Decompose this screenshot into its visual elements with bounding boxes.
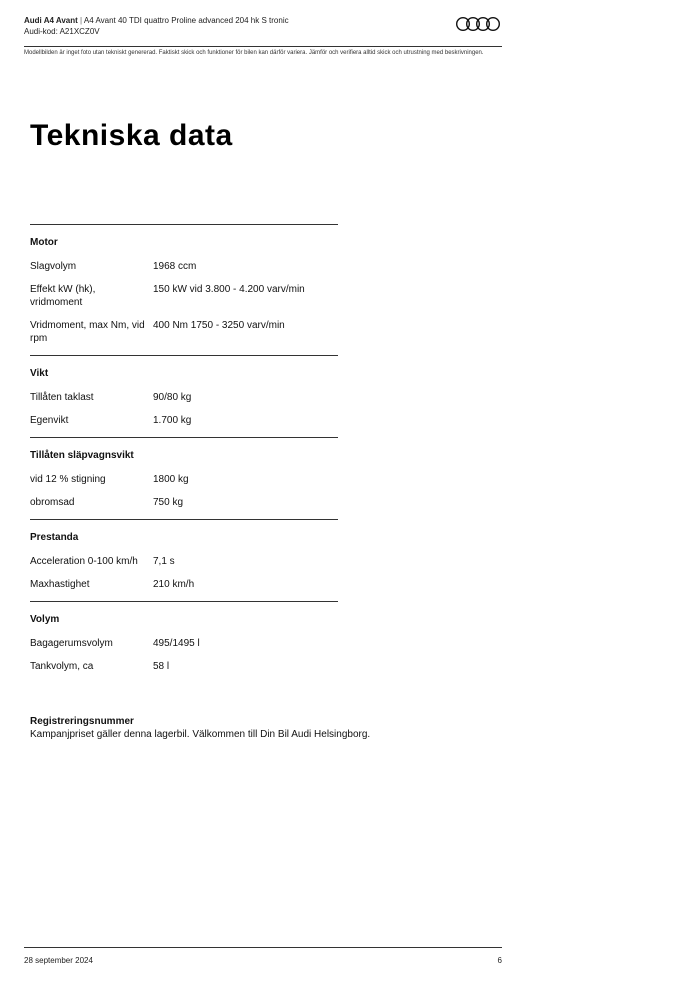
spec-value: 1800 kg — [153, 474, 189, 485]
spec-value: 495/1495 l — [153, 638, 200, 649]
spec-row — [30, 660, 338, 683]
section-title: Tillåten släpvagnsvikt — [30, 450, 134, 461]
spec-label: Vridmoment, max Nm, vid rpm — [30, 320, 145, 344]
footer-date: 28 september 2024 — [24, 956, 93, 965]
registration-title: Registreringsnummer — [30, 716, 134, 727]
spec-value: 210 km/h — [153, 579, 195, 590]
page-footer — [24, 947, 502, 966]
spec-label: Effekt kW (hk), vridmoment — [30, 284, 96, 308]
spec-value: 90/80 kg — [153, 392, 192, 403]
spec-row — [30, 391, 338, 414]
spec-section — [30, 437, 338, 519]
spec-value: 750 kg — [153, 497, 184, 508]
spec-section — [30, 224, 338, 355]
page-title: Tekniska data — [30, 119, 233, 152]
spec-row — [30, 578, 338, 601]
spec-label: vid 12 % stigning — [30, 474, 106, 485]
spec-table — [30, 224, 338, 683]
section-title: Vikt — [30, 368, 49, 379]
spec-row — [30, 555, 338, 578]
spec-row — [30, 283, 338, 319]
spec-section — [30, 601, 338, 683]
registration-text: Kampanjpriset gäller denna lagerbil. Välkommen till Din Bil Audi Helsingborg. — [30, 729, 371, 740]
spec-value: 58 l — [153, 661, 170, 672]
header-separator: | — [77, 16, 84, 25]
spec-row — [30, 414, 338, 437]
model-variant: A4 Avant 40 TDI quattro Proline advanced 204 hk S tronic — [83, 16, 289, 25]
section-title: Motor — [30, 237, 58, 248]
spec-row — [30, 637, 338, 660]
disclaimer-text: Modellbilden är inget foto utan tekniskt genererad. Faktiskt skick och funktioner för bilen kan därför variera. Jämför och verifiera alltid skick och utrustning med beskrivningen. — [24, 50, 484, 56]
audi-rings-icon — [455, 16, 501, 32]
spec-label: Slagvolym — [30, 261, 77, 272]
spec-label: Acceleration 0-100 km/h — [30, 556, 138, 567]
header-model-line — [24, 15, 502, 26]
section-title: Volym — [30, 614, 60, 625]
spec-row — [30, 260, 338, 283]
spec-label: Maxhastighet — [30, 579, 90, 590]
spec-label: Tillåten taklast — [30, 392, 94, 403]
spec-label: Tankvolym, ca — [30, 661, 94, 672]
section-title: Prestanda — [30, 532, 79, 543]
spec-section — [30, 355, 338, 437]
spec-row — [30, 473, 338, 496]
spec-label: obromsad — [30, 497, 75, 508]
spec-value: 1968 ccm — [153, 261, 197, 272]
spec-value: 150 kW vid 3.800 - 4.200 varv/min — [153, 284, 305, 295]
spec-value: 400 Nm 1750 - 3250 varv/min — [153, 320, 285, 331]
page-header — [24, 15, 502, 47]
spec-value: 1.700 kg — [153, 415, 192, 426]
spec-label: Egenvikt — [30, 415, 69, 426]
page-number: 6 — [497, 956, 502, 965]
audi-code: Audi-kod: A21XCZ0V — [24, 27, 100, 36]
spec-label: Bagagerumsvolym — [30, 638, 113, 649]
spec-value: 7,1 s — [153, 556, 175, 567]
spec-section — [30, 519, 338, 601]
model-name: Audi A4 Avant — [24, 16, 78, 25]
registration-block — [30, 715, 500, 741]
spec-row — [30, 496, 338, 519]
spec-row — [30, 319, 338, 355]
